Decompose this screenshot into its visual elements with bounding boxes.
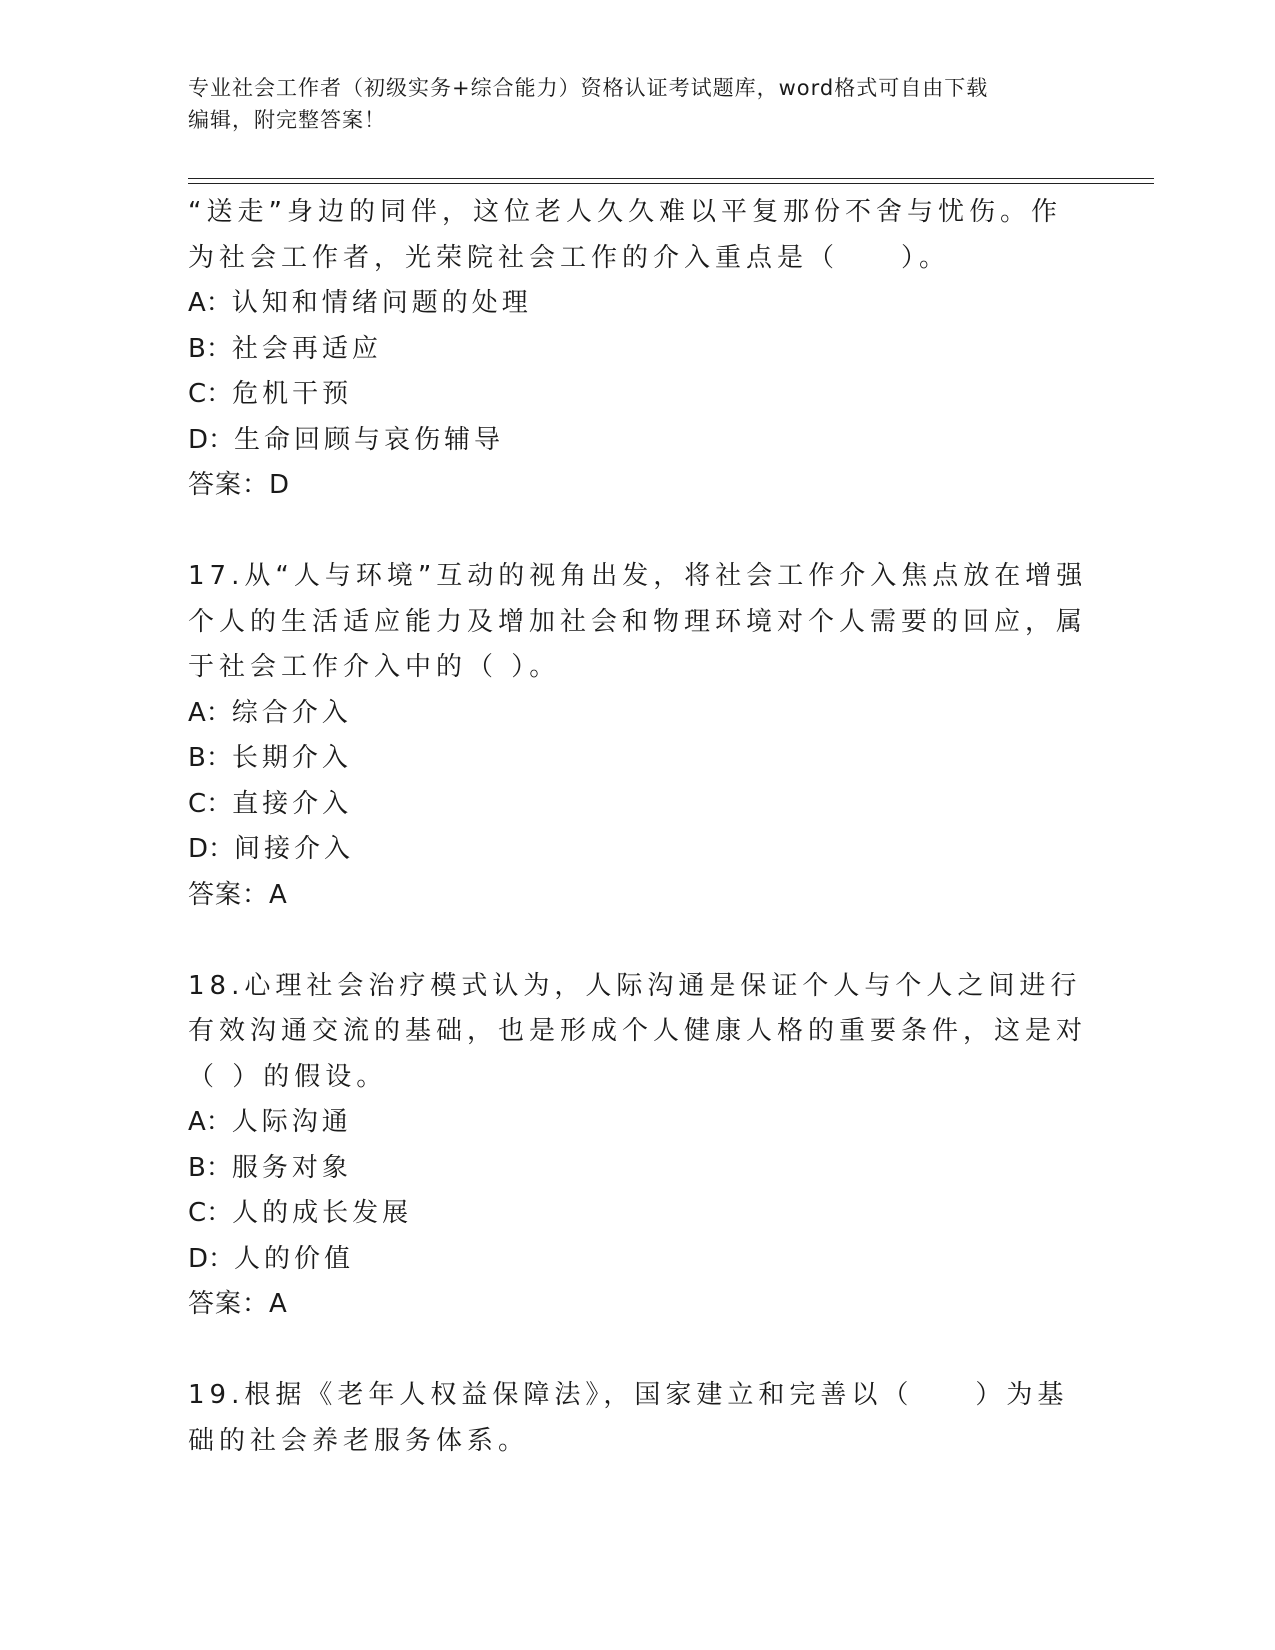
option-key: B：: [188, 1152, 232, 1183]
option-c: [188, 372, 1088, 418]
option-c: [188, 1191, 1088, 1237]
answer-line: 答案：A: [188, 879, 288, 910]
document-header: [188, 72, 1088, 136]
option-d: [188, 418, 1088, 464]
question-text: 17.从“人与环境”互动的视角出发，将社会工作介入焦点放在增强个人的生活适应能力及增加社会和物理环境对个人需要的回应，属于社会工作介入中的（ ）。: [188, 561, 1088, 682]
option-text: 人的成长发展: [232, 1198, 413, 1228]
question-item: [188, 964, 1088, 1328]
question-text: 18.心理社会治疗模式认为，人际沟通是保证个人与个人之间进行有效沟通交流的基础，也是形成个人健康人格的重要条件，这是对（ ）的假设。: [188, 970, 1088, 1092]
header-divider-bottom: [188, 183, 1154, 184]
option-key: C：: [188, 379, 233, 409]
header-title-line-1: 专业社会工作者（初级实务+综合能力）资格认证考试题库，word格式可自由下载: [188, 76, 989, 100]
option-b: [188, 736, 1088, 782]
question-list: [188, 190, 1088, 1464]
option-text: 综合介入: [231, 697, 352, 728]
option-text: 服务对象: [231, 1152, 352, 1183]
option-text: 认知和情绪问题的处理: [231, 288, 532, 318]
option-c: [188, 782, 1088, 828]
option-key: B：: [188, 743, 232, 773]
answer-line: 答案：A: [188, 1289, 288, 1319]
option-key: D：: [188, 424, 235, 455]
option-b: [188, 327, 1088, 373]
option-text: 社会再适应: [231, 333, 382, 364]
option-text: 人的价值: [234, 1243, 355, 1274]
option-key: A：: [188, 697, 232, 728]
option-key: D：: [188, 834, 235, 864]
option-key: C：: [188, 788, 233, 819]
option-text: 生命回顾与哀伤辅导: [234, 424, 505, 455]
option-text: 人际沟通: [231, 1107, 352, 1137]
question-text: 19.根据《老年人权益保障法》，国家建立和完善以（ ）为基础的社会养老服务体系。: [188, 1380, 1069, 1456]
option-key: D：: [188, 1243, 235, 1274]
header-divider-top: [188, 178, 1154, 179]
option-text: 间接介入: [234, 834, 355, 864]
option-a: [188, 1100, 1088, 1146]
option-text: 长期介入: [231, 743, 352, 773]
option-text: 直接介入: [232, 788, 353, 819]
option-a: [188, 691, 1088, 737]
option-key: C：: [188, 1198, 233, 1228]
option-a: [188, 281, 1088, 327]
answer-line: 答案：D: [188, 470, 291, 500]
question-item: [188, 554, 1088, 918]
option-b: [188, 1146, 1088, 1192]
option-key: A：: [188, 288, 232, 318]
question-item: [188, 1373, 1088, 1464]
header-title-line-2: 编辑，附完整答案！: [188, 108, 386, 132]
question-item: [188, 190, 1088, 509]
option-d: [188, 827, 1088, 873]
option-d: [188, 1237, 1088, 1283]
option-text: 危机干预: [232, 379, 353, 409]
option-key: B：: [188, 333, 232, 364]
option-key: A：: [188, 1107, 232, 1137]
question-text: “送走”身边的同伴，这位老人久久难以平复那份不舍与忧伤。作为社会工作者，光荣院社会工作的介入重点是（ ）。: [188, 197, 1062, 273]
